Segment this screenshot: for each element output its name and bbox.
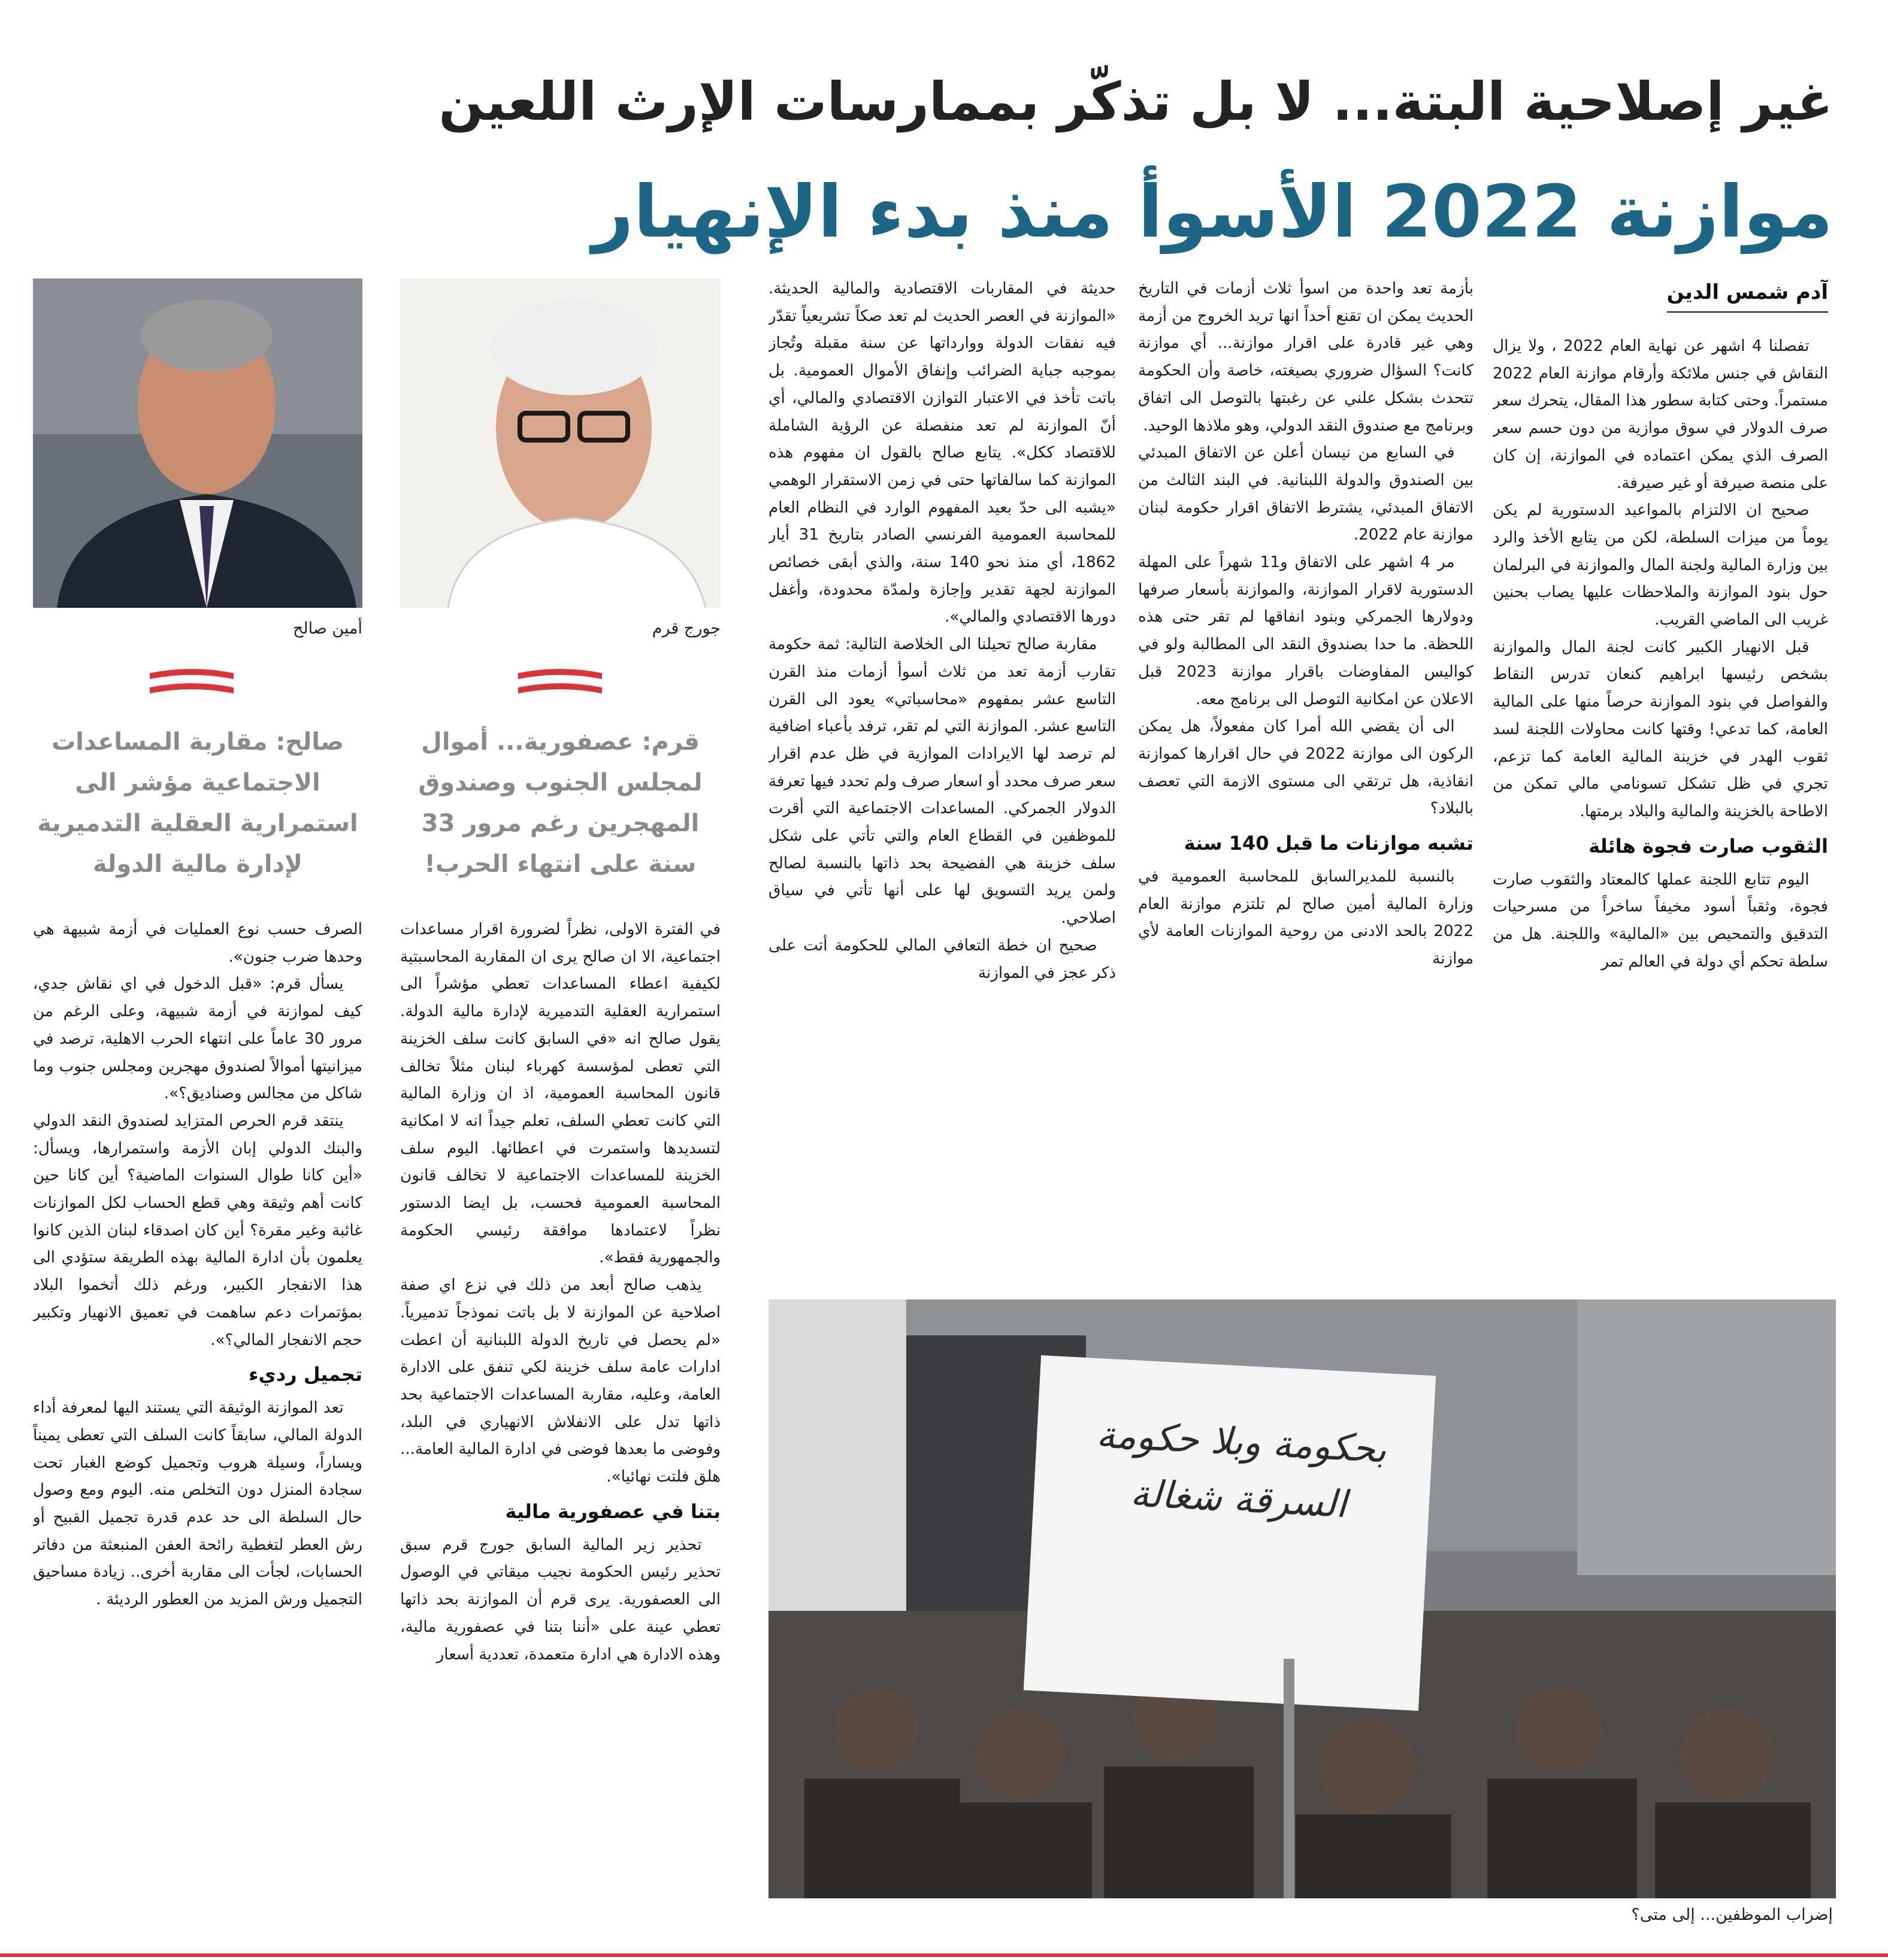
- paragraph: قبل الانهيار الكبير كانت لجنة المال والموازنة بشخص رئيسها ابراهيم كنعان تدرس النقاط والفواصل في بنود الموازنة حرصاً منها على المالية العامة، كما تدعي! وقتها كانت محاولات اللجنة لسد ثقوب الهدر في خزينة المالية العامة كما تزعم، تجري في ظل تشكل تسونامي مالي تمكن من الاطاحة بالخزينة والمالية والبلاد برمتها.: [1493, 638, 1828, 820]
- paragraph: يذهب صالح أبعد من ذلك في نزع اي صفة اصلاحية عن الموازنة لا بل باتت نموذجاً تدميرياً. «لم يحصل في تاريخ الدولة اللبنانية أن اعطت ادارات عامة سلف خزينة لكي تنفق على الادارة العامة، وعليه، مقاربة المساعدات الاجتماعية بحد ذاتها تدل على الانفلاش الانهياري في البلد، وفوضى ما بعدها فوضى في ادارة المالية العامة... هلق فلتت نهائيا».: [400, 1276, 721, 1486]
- portrait-image: [33, 278, 362, 608]
- paragraph: الى أن يقضي الله أمرا كان مفعولاً، هل يمكن الركون الى موازنة 2022 في حال اقرارها كموازنة انقاذية، هل ترتقي الى مستوى الازمة التي تعصف بالبلاد؟: [1138, 717, 1474, 818]
- paragraph: حديثة في المقاربات الاقتصادية والمالية الحديثة. «الموازنة في العصر الحديث لم تعد صكاً تشريعياً تقدّر فيه نفقات الدولة ووارداتها عن سنة مقبلة وتُجاز بموجبه جباية الضرائب وإنفاق الأموال العمومية. بل باتت تأخذ في الاعتبار التوازن الاقتصادي والمالي، أي أنّ الموازنة لم تعد منفصلة عن الرؤية الشاملة للاقتصاد ككل». يتابع صالح بالقول ان مفهوم هذه الموازنة كما سالفاتها حتى في زمن الاستقرار الوهمي «يشبه الى حدّ بعيد المفهوم الوارد في النظام العام للمحاسبة العمومية الفرنسي الصادر بتاريخ 31 أيار 1862، أي منذ نحو 140 سنة، والذي أبقى خصائص الموازنة لجهة تقدير وإجازة ولمدّة محدودة، وأغفل دورها الاقتصادي والمالي».: [768, 280, 1116, 626]
- article-column-2: [1138, 275, 1474, 1264]
- portrait-image: [400, 278, 721, 608]
- red-stripes-icon: [518, 666, 602, 701]
- paragraph: صحيح ان الالتزام بالمواعيد الدستورية لم يكن يوماً من ميزات السلطة، لكن من يتابع الأخذ والرد بين وزارة المالية ولجنة المال والموازنة في البرلمان حول بنود الموازنة والملاحظات عليها يصاب بحنين غريب الى الماضي القريب.: [1493, 501, 1828, 629]
- paragraph: تفصلنا 4 اشهر عن نهاية العام 2022 ، ولا يزال النقاش في جنس ملائكة وأرقام موازنة العام 2022 مستمراً. وحتى كتابة سطور هذا المقال، يتحرك سعر صرف الدولار في سوق موازية من دون حسم سعر الصرف الذي يمكن اعتماده في الموازنة، إن كان على منصة صيرفة أو غير صيرفة.: [1493, 337, 1828, 492]
- paragraph: مقاربة صالح تحيلنا الى الخلاصة التالية: ثمة حكومة تقارب أزمة تعد من ثلاث أسوأ أزمات منذ القرن التاسع عشر بمفهوم «محاسباتي» يعود الى القرن التاسع عشر. الموازنة التي لم تقر، ترفد بأعباء اضافية لم ترصد لها الايرادات الموازية في ظل عدم اقرار سعر صرف محدد أو اسعار صرف ولم تحدد فيها تعرفة الدولار الجمركي. المساعدات الاجتماعية التي أقرت للموظفين في القطاع العام والتي تأتي على شكل سلف خزينة هي الفضيحة بحد ذاتها بالنسبة لصالح ولمن يريد التسويق لها على أنها تأتي في سياق اصلاحي.: [768, 635, 1116, 928]
- kicker-headline: غير إصلاحية البتة... لا بل تذكّر بممارسات الإرث اللعين: [438, 71, 1833, 132]
- paragraph: اليوم تتابع اللجنة عملها كالمعتاد والثقوب صارت فجوة، وثقباً أسود مخيفاً ساخراً من مسرحيات التدقيق والتمحيص بين «المالية» واللجنة. هل من سلطة تحكم أي دولة في العالم تمر: [1493, 870, 1828, 971]
- article-column-1: [1493, 275, 1828, 1264]
- pullquote-saleh: صالح: مقاربة المساعدات الاجتماعية مؤشر الى استمرارية العقلية التدميرية لإدارة مالية الدولة: [37, 728, 358, 878]
- article-column-3: [768, 275, 1116, 1264]
- paragraph: يسأل قرم: «قبل الدخول في اي نقاش جدي، كيف لموازنة في أزمة شبيهة، وعلى الرغم من مرور 30 عاماً على انتهاء الحرب الاهلية، ترصد في ميزانيتها أموالاً لصندوق مهجرين ومجلس جنوب وما شاكل من مجالس وصناديق؟».: [33, 975, 362, 1103]
- article-column-5: [33, 916, 362, 1916]
- subheading-gap: الثقوب صارت فجوة هائلة: [1589, 834, 1828, 858]
- paragraph: صحيح ان خطة التعافي المالي للحكومة أتت على ذكر عجز في الموازنة: [768, 936, 1116, 982]
- subheading-similar-budgets: تشبه موازنات ما قبل 140 سنة: [1184, 832, 1474, 855]
- bottom-rule: [0, 1953, 1888, 1957]
- red-stripes-icon: [150, 666, 234, 701]
- subheading-financial-chaos: بتنا في عصفورية مالية: [505, 1499, 721, 1523]
- paragraph: بالنسبة للمديرالسابق للمحاسبة العمومية في وزارة المالية أمين صالح لم تلتزم موازنة العام 2022 بالحد الادنى من روحية الموازنات العامة لأي موازنة: [1138, 868, 1474, 968]
- paragraph: تعد الموازنة الوثيقة التي يستند اليها لمعرفة أداء الدولة المالي، سابقاً كانت السلف التي تعطى يميناً ويساراً، وسيلة هروب وتجميل كوضع الغبار تحت سجادة المنزل دون التخلص منه. اليوم ومع وصول حال السلطة الى حد عدم قدرة تجميل القبيح أو رش العطر لتغطية رائحة العفن المنبعثة من دفاتر الحسابات، لجأت الى مقاربة أخرى.. زيادة مساحيق التجميل ورش المزيد من العطور الرديئة .: [33, 1399, 362, 1609]
- protest-sign-line-1: بحكومة وبلا حكومة: [1095, 1412, 1388, 1471]
- protest-image: [768, 1299, 1836, 1898]
- protest-sign: [1033, 1402, 1447, 1543]
- pullquote-qorm: قرم: عصفورية... أموال لمجلس الجنوب وصندوق المهجرين رغم مرور 33 سنة على انتهاء الحرب!: [418, 728, 703, 878]
- paragraph: في السابع من نيسان أعلن عن الاتفاق المبدئي بين الصندوق والدولة اللبنانية. في البند الثالث من الاتفاق المبدئي، يشترط الاتفاق اقرار حكومة لبنان موازنة عام 2022.: [1138, 444, 1474, 544]
- caption-protest: إضراب الموظفين... إلى متى؟: [1631, 1906, 1833, 1924]
- photo-george-qorm: [400, 278, 721, 608]
- paragraph: في الفترة الاولى، نظراً لضرورة اقرار مساعدات اجتماعية، الا ان صالح يرى ان المقاربة المحاسبتية لكيفية اعطاء المساعدات تعطي مؤشراً الى استمرارية العقلية التدميرية لإدارة مالية الدولة. يقول صالح انه «في السابق كانت سلف الخزينة التي تعطى لمؤسسة كهرباء لبنان مثلاً تخالف قانون المحاسبة العمومية، اذ ان وزارة المالية التي كانت تعطي السلف، تعلم جيداً انه لا امكانية لتسديدها واستمرت في اعطائها. اليوم سلف الخزينة للمساعدات الاجتماعية لا تخالف قانون المحاسبة العمومية فحسب، بل ايضا الدستور نظراً لاعتمادها موافقة رئيسي الحكومة والجمهورية فقط».: [400, 920, 721, 1267]
- paragraph: ينتقد قرم الحرص المتزايد لصندوق النقد الدولي والبنك الدولي إبان الأزمة واستمرارها، ويسأل: «أين كانا طوال السنوات الماضية؟ أين كانا حين كانت أهم وثيقة وهي قطع الحساب لكل الموازنات غائبة وغير مقرة؟ أين كان اصدقاء لبنان الذين كانوا يعلمون بأن ادارة المالية بهذه الطريقة ستؤدي الى هذا الانفجار الكبير، ورغم ذلك أتخموا البلاد بمؤتمرات دعم ساهمت في تعميق الانهيار وتكبير حجم الانفجار المالي؟».: [33, 1111, 362, 1349]
- caption-amin-saleh: أمين صالح: [292, 619, 362, 638]
- photo-amin-saleh: [33, 278, 362, 608]
- photo-protest: [768, 1299, 1836, 1898]
- caption-george-qorm: جورج قرم: [652, 619, 721, 638]
- paragraph: تحذير زير المالية السابق جورج قرم سبق تحذير رئيس الحكومة نجيب ميقاتي في الوصول الى العصفورية. يرى قرم أن الموازنة بحد ذاتها تعطي عينة على «أننا بتنا في عصفورية مالية، وهذه الادارة هي ادارة متعمدة، تعددية أسعار: [400, 1535, 721, 1664]
- protest-sign-line-2: السرقة شغالة: [1129, 1471, 1348, 1526]
- byline: آدم شمس الدين: [1667, 275, 1828, 313]
- paragraph: بأزمة تعد واحدة من اسوأ ثلاث أزمات في التاريخ الحديث يمكن ان تقنع أحداً انها تريد الخروج من أزمة وهي غير قادرة على اقرار موازنة... أي موازنة كانت؟ السؤال ضروري بصيغته، خاصة وأن الحكومة تتحدث بشكل علني عن رغبتها بالتوصل الى اتفاق وبرنامج مع صندوق النقد الدولي، وهو ملاذها الوحيد.: [1138, 280, 1474, 435]
- subheading-bad-cosmetics: تجميل رديء: [249, 1363, 362, 1386]
- main-headline: موازنة 2022 الأسوأ منذ بدء الإنهيار: [592, 171, 1833, 254]
- paragraph: مر 4 اشهر على الاتفاق و11 شهراً على المهلة الدستورية لاقرار الموازنة، والموازنة بأسعار صرفها ودولارها الجمركي وبنود انفاقها لم تقر حتى هذه اللحظة. ما حدا بصندوق النقد الى المطالبة ولو في كواليس المفاوضات باقرار موازنة 2023 قبل الاعلان عن امكانية التوصل الى برنامج معه.: [1138, 553, 1474, 708]
- article-column-4: [400, 916, 721, 1916]
- paragraph: الصرف حسب نوع العمليات في أزمة شبيهة هي وحدها ضرب جنون».: [33, 920, 362, 966]
